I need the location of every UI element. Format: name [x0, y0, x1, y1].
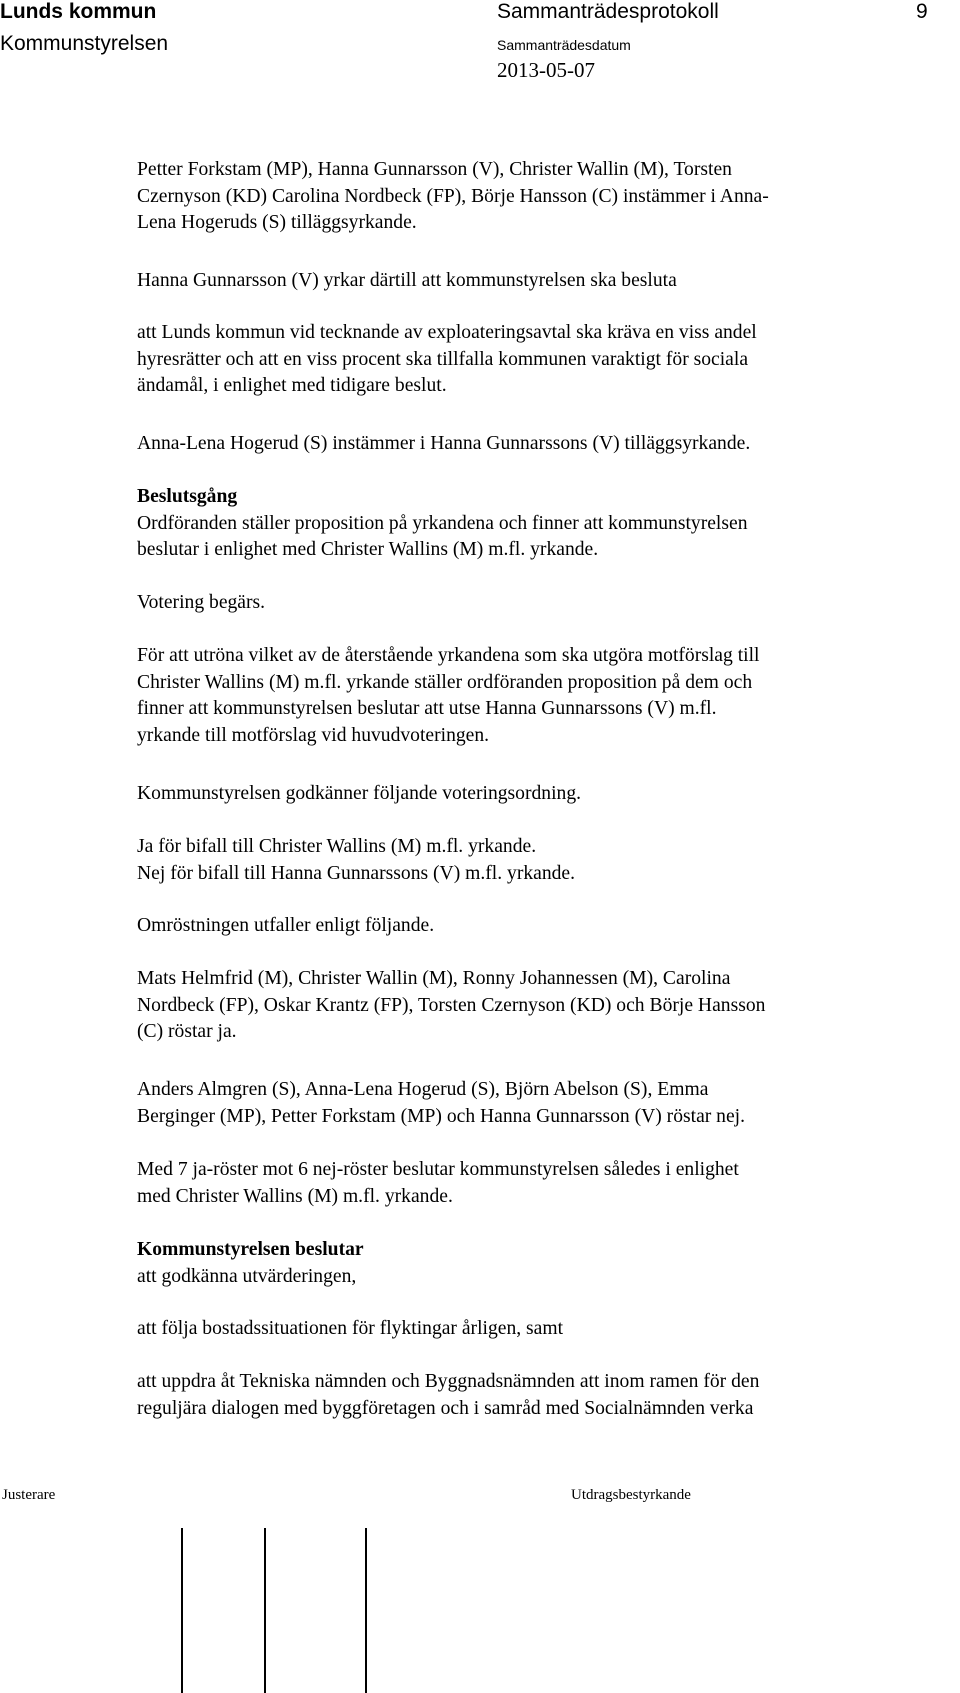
text-line: finner att kommunstyrelsen beslutar att utse Hanna Gunnarssons (V) m.fl. [137, 698, 717, 719]
paragraph-vote-result-intro [137, 913, 434, 940]
meeting-date-label: Sammanträdesdatum [497, 37, 631, 53]
text-line: Votering begärs. [137, 592, 266, 613]
text-line: hyresrätter och att en viss procent ska tillfalla kommunen varaktigt för sociala [137, 348, 749, 370]
text-line: yrkande till motförslag vid huvudvoteringen. [137, 724, 490, 746]
text-line: med Christer Wallins (M) m.fl. yrkande. [137, 1185, 453, 1207]
text-line: Nordbeck (FP), Oskar Krantz (FP), Torsten Czernyson (KD) och Börje Hansson [137, 994, 766, 1016]
text-line: Hanna Gunnarsson (V) yrkar därtill att kommunstyrelsen ska besluta [137, 270, 677, 291]
text-line: Christer Wallins (M) m.fl. yrkande ställer ordföranden proposition på dem och [137, 671, 753, 693]
paragraph-support-statement [137, 157, 769, 237]
meeting-date: 2013-05-07 [497, 58, 595, 82]
text-line: För att utröna vilket av de återstående yrkandena som ska utgöra motförslag till [137, 645, 760, 666]
text-line: Berginger (MP), Petter Forkstam (MP) och Hanna Gunnarsson (V) röstar nej. [137, 1105, 746, 1127]
text-line: att följa bostadssituationen för flyktingar årligen, samt [137, 1318, 564, 1339]
text-line: ändamål, i enlighet med tidigare beslut. [137, 375, 447, 396]
text-line: Lena Hogeruds (S) tilläggsyrkande. [137, 212, 417, 233]
section-heading-beslutsgang: Beslutsgång [137, 486, 238, 507]
text-line: Ordföranden ställer proposition på yrkandena och finner att kommunstyrelsen [137, 512, 748, 534]
text-line: Omröstningen utfaller enligt följande. [137, 915, 435, 936]
signature-box-divider [365, 1528, 367, 1693]
text-line: Petter Forkstam (MP), Hanna Gunnarsson (V), Christer Wallin (M), Torsten [137, 159, 732, 180]
signature-box-divider [264, 1528, 266, 1693]
paragraph-voting-order [137, 781, 581, 808]
text-line: Anders Almgren (S), Anna-Lena Hogerud (S), Björn Abelson (S), Emma [137, 1079, 709, 1100]
text-line: Kommunstyrelsen godkänner följande voteringsordning. [137, 783, 582, 804]
text-line: Ja för bifall till Christer Wallins (M) m.fl. yrkande. [137, 836, 537, 857]
page-number: 9 [916, 0, 928, 23]
paragraph-counter-proposal [137, 643, 759, 749]
justerare-label: Justerare [2, 1487, 56, 1503]
text-line: Czernyson (KD) Carolina Nordbeck (FP), Börje Hansson (C) instämmer i Anna- [137, 185, 769, 207]
text-line: (C) röstar ja. [137, 1021, 237, 1042]
utdragsbestyrkande-label: Utdragsbestyrkande [571, 1487, 691, 1503]
paragraph-vote-options [137, 834, 575, 887]
text-line: Nej för bifall till Hanna Gunnarssons (V) m.fl. yrkande. [137, 862, 576, 884]
text-line: reguljära dialogen med byggföretagen och i samråd med Socialnämnden verka [137, 1397, 754, 1419]
paragraph-yes-votes [137, 966, 765, 1046]
section-heading-beslutar: Kommunstyrelsen beslutar [137, 1239, 364, 1260]
paragraph-proposal-intro [137, 268, 677, 295]
document-type: Sammanträdesprotokoll [497, 0, 719, 23]
paragraph-decision-item [137, 1369, 759, 1422]
text-line: att Lunds kommun vid tecknande av exploateringsavtal ska kräva en viss andel [137, 322, 757, 343]
paragraph-agreement [137, 431, 750, 458]
organization-name: Lunds kommun [0, 0, 157, 23]
paragraph-decision [137, 1237, 364, 1290]
paragraph-vote-requested [137, 590, 265, 617]
text-line: Med 7 ja-röster mot 6 nej-röster beslutar kommunstyrelsen således i enlighet [137, 1159, 739, 1180]
paragraph-decision-process [137, 484, 748, 564]
paragraph-no-votes [137, 1077, 745, 1130]
text-line: beslutar i enlighet med Christer Wallins (M) m.fl. yrkande. [137, 539, 599, 560]
text-line: att godkänna utvärderingen, [137, 1265, 357, 1287]
text-line: Mats Helmfrid (M), Christer Wallin (M), Ronny Johannessen (M), Carolina [137, 968, 731, 989]
text-line: Anna-Lena Hogerud (S) instämmer i Hanna Gunnarssons (V) tilläggsyrkande. [137, 433, 751, 454]
text-line: att uppdra åt Tekniska nämnden och Byggnadsnämnden att inom ramen för den [137, 1371, 760, 1392]
paragraph-proposal [137, 320, 757, 400]
paragraph-decision-item [137, 1316, 563, 1343]
signature-box-divider [181, 1528, 183, 1693]
paragraph-vote-outcome [137, 1157, 739, 1210]
department-name: Kommunstyrelsen [0, 32, 169, 55]
